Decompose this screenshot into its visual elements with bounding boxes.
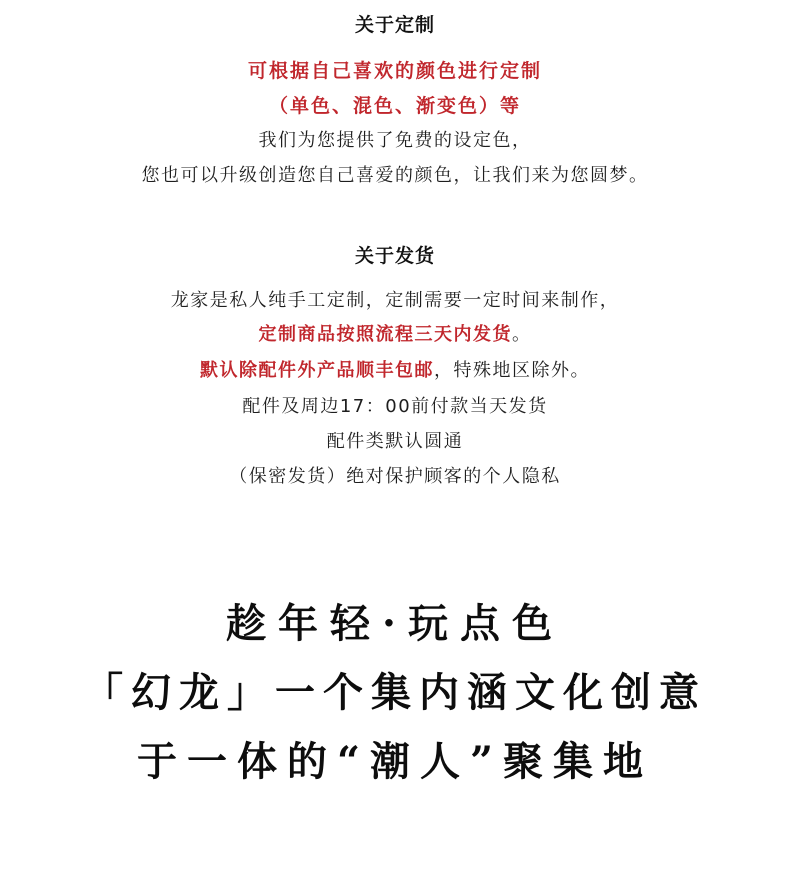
shipping-text-line-2 (0, 326, 790, 344)
shipping-text-line-5: 配件类默认圆通 (326, 431, 464, 452)
slogan-line-3: 于一体的“潮人”聚集地 (136, 738, 653, 785)
shipping-line-2-tail: 。 (512, 324, 532, 345)
shipping-highlight-3: 默认除配件外产品顺丰包邮 (200, 360, 434, 381)
shipping-text-line-4: 配件及周边17：00前付款当天发货 (242, 396, 548, 417)
shipping-highlight-2: 定制商品按照流程三天内发货 (258, 324, 512, 345)
custom-text-line-3: 我们为您提供了免费的设定色， (258, 130, 532, 151)
shipping-text-line-6: （保密发货）绝对保护顾客的个人隐私 (229, 466, 561, 487)
slogan-line-2: 「幻龙」一个集内涵文化创意 (83, 669, 707, 716)
shipping-text-line-3 (0, 362, 790, 380)
custom-text-line-4: 您也可以升级创造您自己喜爱的颜色，让我们来为您圆梦。 (141, 165, 649, 186)
shipping-line-3-tail: ，特殊地区除外。 (434, 360, 590, 381)
custom-heading: 关于定制 (354, 14, 435, 36)
shipping-text-line-1: 龙家是私人纯手工定制，定制需要一定时间来制作， (170, 290, 620, 311)
custom-highlight-line-1: 可根据自己喜欢的颜色进行定制 (247, 60, 542, 82)
slogan-line-1: 趁年轻·玩点色 (226, 600, 564, 647)
shipping-heading: 关于发货 (354, 245, 435, 267)
custom-highlight-line-2: （单色、混色、渐变色）等 (268, 95, 521, 117)
